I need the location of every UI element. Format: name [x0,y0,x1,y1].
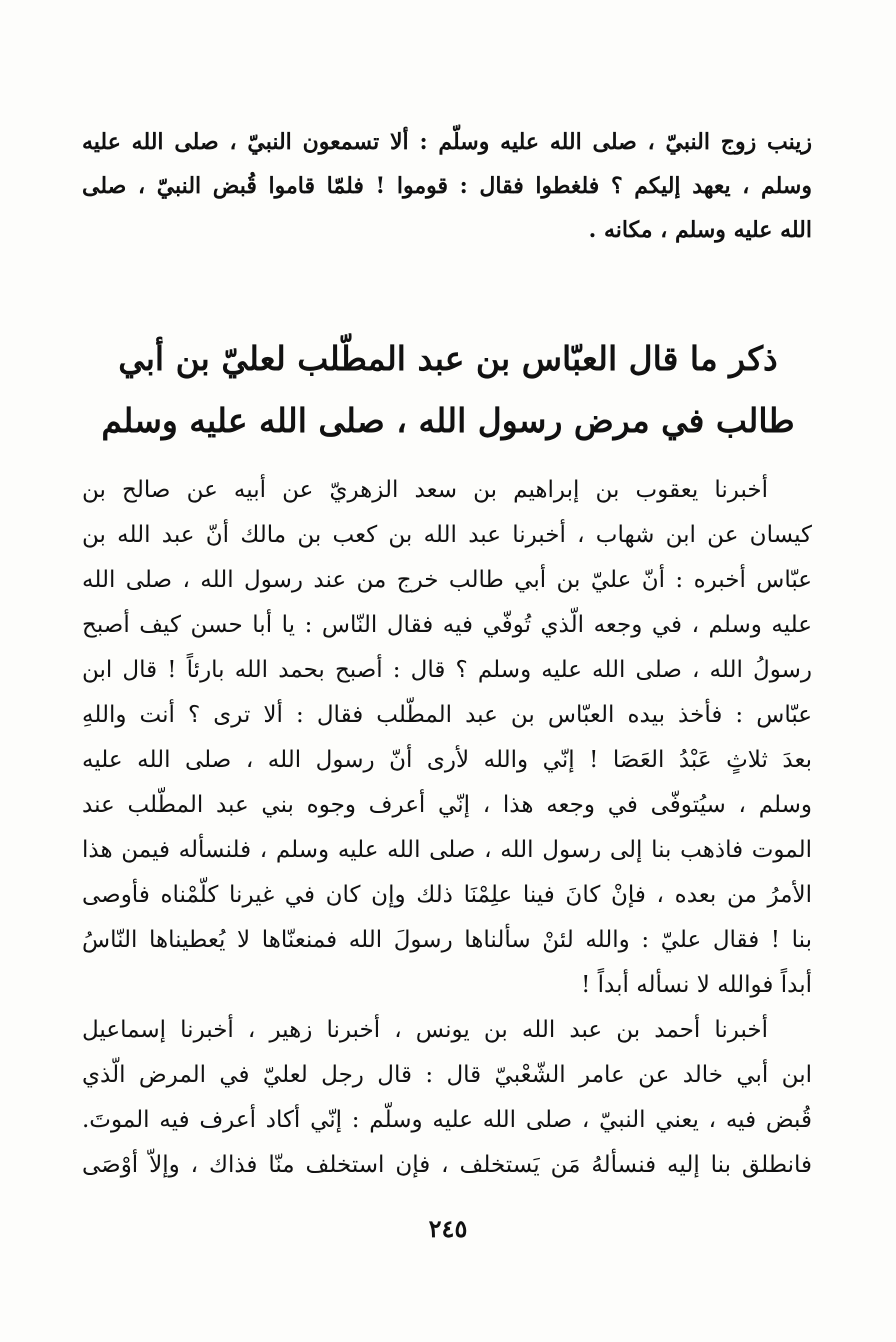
heading-line: طالب في مرض رسول الله ، صلى الله عليه وسلم [101,401,795,440]
text-line: بعدَ ثلاثٍ عَبْدُ العَصَا ! إنّي والله لأرى أنّ رسول الله ، صلى الله عليه [82,747,812,773]
paragraph-abbas [82,468,812,1008]
page-number: ٢٤٥ [428,1214,468,1243]
text-line: وسلم ، سيُتوفّى في وجعه هذا ، إنّي أعرف وجوه بني عبد المطّلب عند [82,792,812,818]
text-line: بنا ! فقال عليّ : والله لئنْ سألناها رسولَ الله فمنعنّاها لا يُعطيناها النّاسُ [82,927,812,953]
text-line: الله عليه وسلم ، مكانه . [588,217,812,243]
text-line: وسلم ، يعهد إليكم ؟ فلغطوا فقال : قوموا ! فلمّا قاموا قُبض النبيّ ، صلى [82,173,812,199]
text-line: زينب زوج النبيّ ، صلى الله عليه وسلّم : ألا تسمعون النبيّ ، صلى الله عليه [82,129,812,155]
text-line: عليه وسلم ، في وجعه الّذي تُوفّي فيه فقال النّاس : يا أبا حسن كيف أصبح [82,612,812,638]
text-line: ابن أبي خالد عن عامر الشّعْبيّ قال : قال رجل لعليّ في المرض الّذي [82,1062,812,1088]
section-heading [80,328,816,452]
text-line: الأمرُ من بعده ، فإنْ كانَ فينا علِمْنَا ذلك وإن كان في غيرنا كلّمْناه فأوصى [82,882,812,908]
text-line: قُبض فيه ، يعني النبيّ ، صلى الله عليه وسلّم : إنّي أكاد أعرف فيه الموتَ. [82,1107,812,1133]
text-line: أبداً فوالله لا نسأله أبداً ! [581,972,812,998]
text-line: عبّاس أخبره : أنّ عليّ بن أبي طالب خرج من عند رسول الله ، صلى الله [82,567,812,593]
text-line: الموت فاذهب بنا إلى رسول الله ، صلى الله عليه وسلم ، فلنسأله فيمن هذا [82,837,812,863]
text-line: فانطلق بنا إليه فنسألهُ مَن يَستخلف ، فإن استخلف منّا فذاك ، وإلاّ أوْصَى [82,1152,812,1178]
text-line: عبّاس : فأخذ بيده العبّاس بن عبد المطّلب فقال : ألا ترى ؟ أنت واللهِ [82,702,812,728]
text-line: أخبرنا أحمد بن عبد الله بن يونس ، أخبرنا زهير ، أخبرنا إسماعيل [82,1017,768,1043]
text-line: أخبرنا يعقوب بن إبراهيم بن سعد الزهريّ عن أبيه عن صالح بن [82,477,768,503]
paragraph-shabi [82,1008,812,1188]
text-line: رسولُ الله ، صلى الله عليه وسلم ؟ قال : أصبح بحمد الله بارئاً ! قال ابن [82,657,812,683]
intro-paragraph [82,120,812,252]
text-line: كيسان عن ابن شهاب ، أخبرنا عبد الله بن كعب بن مالك أنّ عبد الله بن [82,522,812,548]
heading-line: ذكر ما قال العبّاس بن عبد المطّلب لعليّ بن أبي [118,339,778,378]
